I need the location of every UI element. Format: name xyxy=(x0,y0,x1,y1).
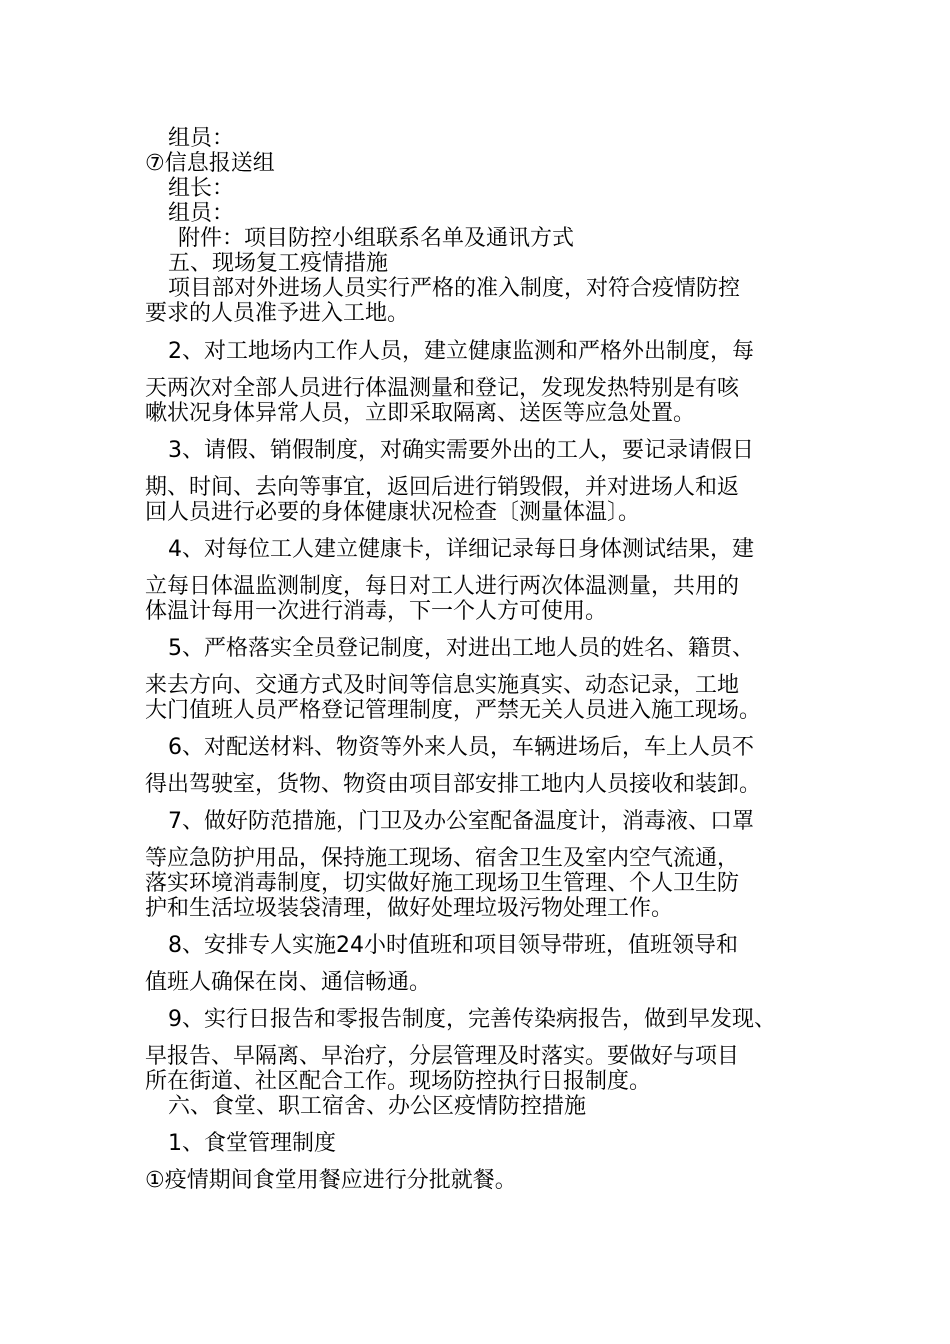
text-line: 护和生活垃圾装袋清理，做好处理垃圾污物处理工作。 xyxy=(145,896,674,921)
text-line: ⑦信息报送组 xyxy=(145,151,275,176)
text-line: 附件：项目防控小组联系名单及通讯方式 xyxy=(178,226,575,251)
text-line: 7、做好防范措施，门卫及办公室配备温度计，消毒液、口罩 xyxy=(168,809,754,834)
text-line: 2、对工地场内工作人员，建立健康监测和严格外出制度，每 xyxy=(168,339,754,364)
text-line: 8、安排专人实施24小时值班和项目领导带班，值班领导和 xyxy=(168,933,738,958)
text-line: 9、实行日报告和零报告制度，完善传染病报告，做到早发现、 xyxy=(168,1007,776,1032)
subsection-heading: 1、食堂管理制度 xyxy=(168,1131,336,1156)
text-line: 要求的人员准予进入工地。 xyxy=(145,301,410,326)
text-line: 回人员进行必要的身体健康状况检查〔测量体温〕。 xyxy=(145,500,641,525)
text-line: 落实环境消毒制度，切实做好施工现场卫生管理、个人卫生防 xyxy=(145,871,740,896)
text-line: 大门值班人员严格登记管理制度，严禁无关人员进入施工现场。 xyxy=(145,698,762,723)
text-line: 来去方向、交通方式及时间等信息实施真实、动态记录，工地 xyxy=(145,673,740,698)
text-line: 得出驾驶室，货物、物资由项目部安排工地内人员接收和装卸。 xyxy=(145,772,762,797)
text-line: 5、严格落实全员登记制度，对进出工地人员的姓名、籍贯、 xyxy=(168,636,754,661)
text-line: 早报告、早隔离、早治疗，分层管理及时落实。要做好与项目 xyxy=(145,1044,740,1069)
text-line: 组员： xyxy=(168,201,235,226)
text-line: ①疫情期间食堂用餐应进行分批就餐。 xyxy=(145,1168,517,1193)
text-line: 值班人确保在岗、通信畅通。 xyxy=(145,970,432,995)
text-line: 4、对每位工人建立健康卡，详细记录每日身体测试结果，建 xyxy=(168,537,754,562)
text-line: 体温计每用一次进行消毒，下一个人方可使用。 xyxy=(145,599,608,624)
text-line: 立每日体温监测制度，每日对工人进行两次体温测量，共用的 xyxy=(145,574,740,599)
text-line: 等应急防护用品，保持施工现场、宿舍卫生及室内空气流通， xyxy=(145,846,740,871)
text-line: 组长： xyxy=(168,176,235,201)
text-line: 天两次对全部人员进行体温测量和登记，发现发热特别是有咳 xyxy=(145,376,740,401)
text-line: 嗽状况身体异常人员，立即采取隔离、送医等应急处置。 xyxy=(145,401,696,426)
section-heading: 六、食堂、职工宿舍、办公区疫情防控措施 xyxy=(168,1094,587,1119)
text-line: 项目部对外进场人员实行严格的准入制度，对符合疫情防控 xyxy=(168,276,741,301)
text-line: 期、时间、去向等事宜，返回后进行销毁假，并对进场人和返 xyxy=(145,475,740,500)
section-heading: 五、现场复工疫情措施 xyxy=(168,251,389,276)
text-line: 6、对配送材料、物资等外来人员，车辆进场后，车上人员不 xyxy=(168,735,754,760)
text-line: 组员： xyxy=(168,126,235,151)
text-line: 3、请假、销假制度，对确实需要外出的工人，要记录请假日 xyxy=(168,438,754,463)
text-line: 所在街道、社区配合工作。现场防控执行日报制度。 xyxy=(145,1069,652,1094)
